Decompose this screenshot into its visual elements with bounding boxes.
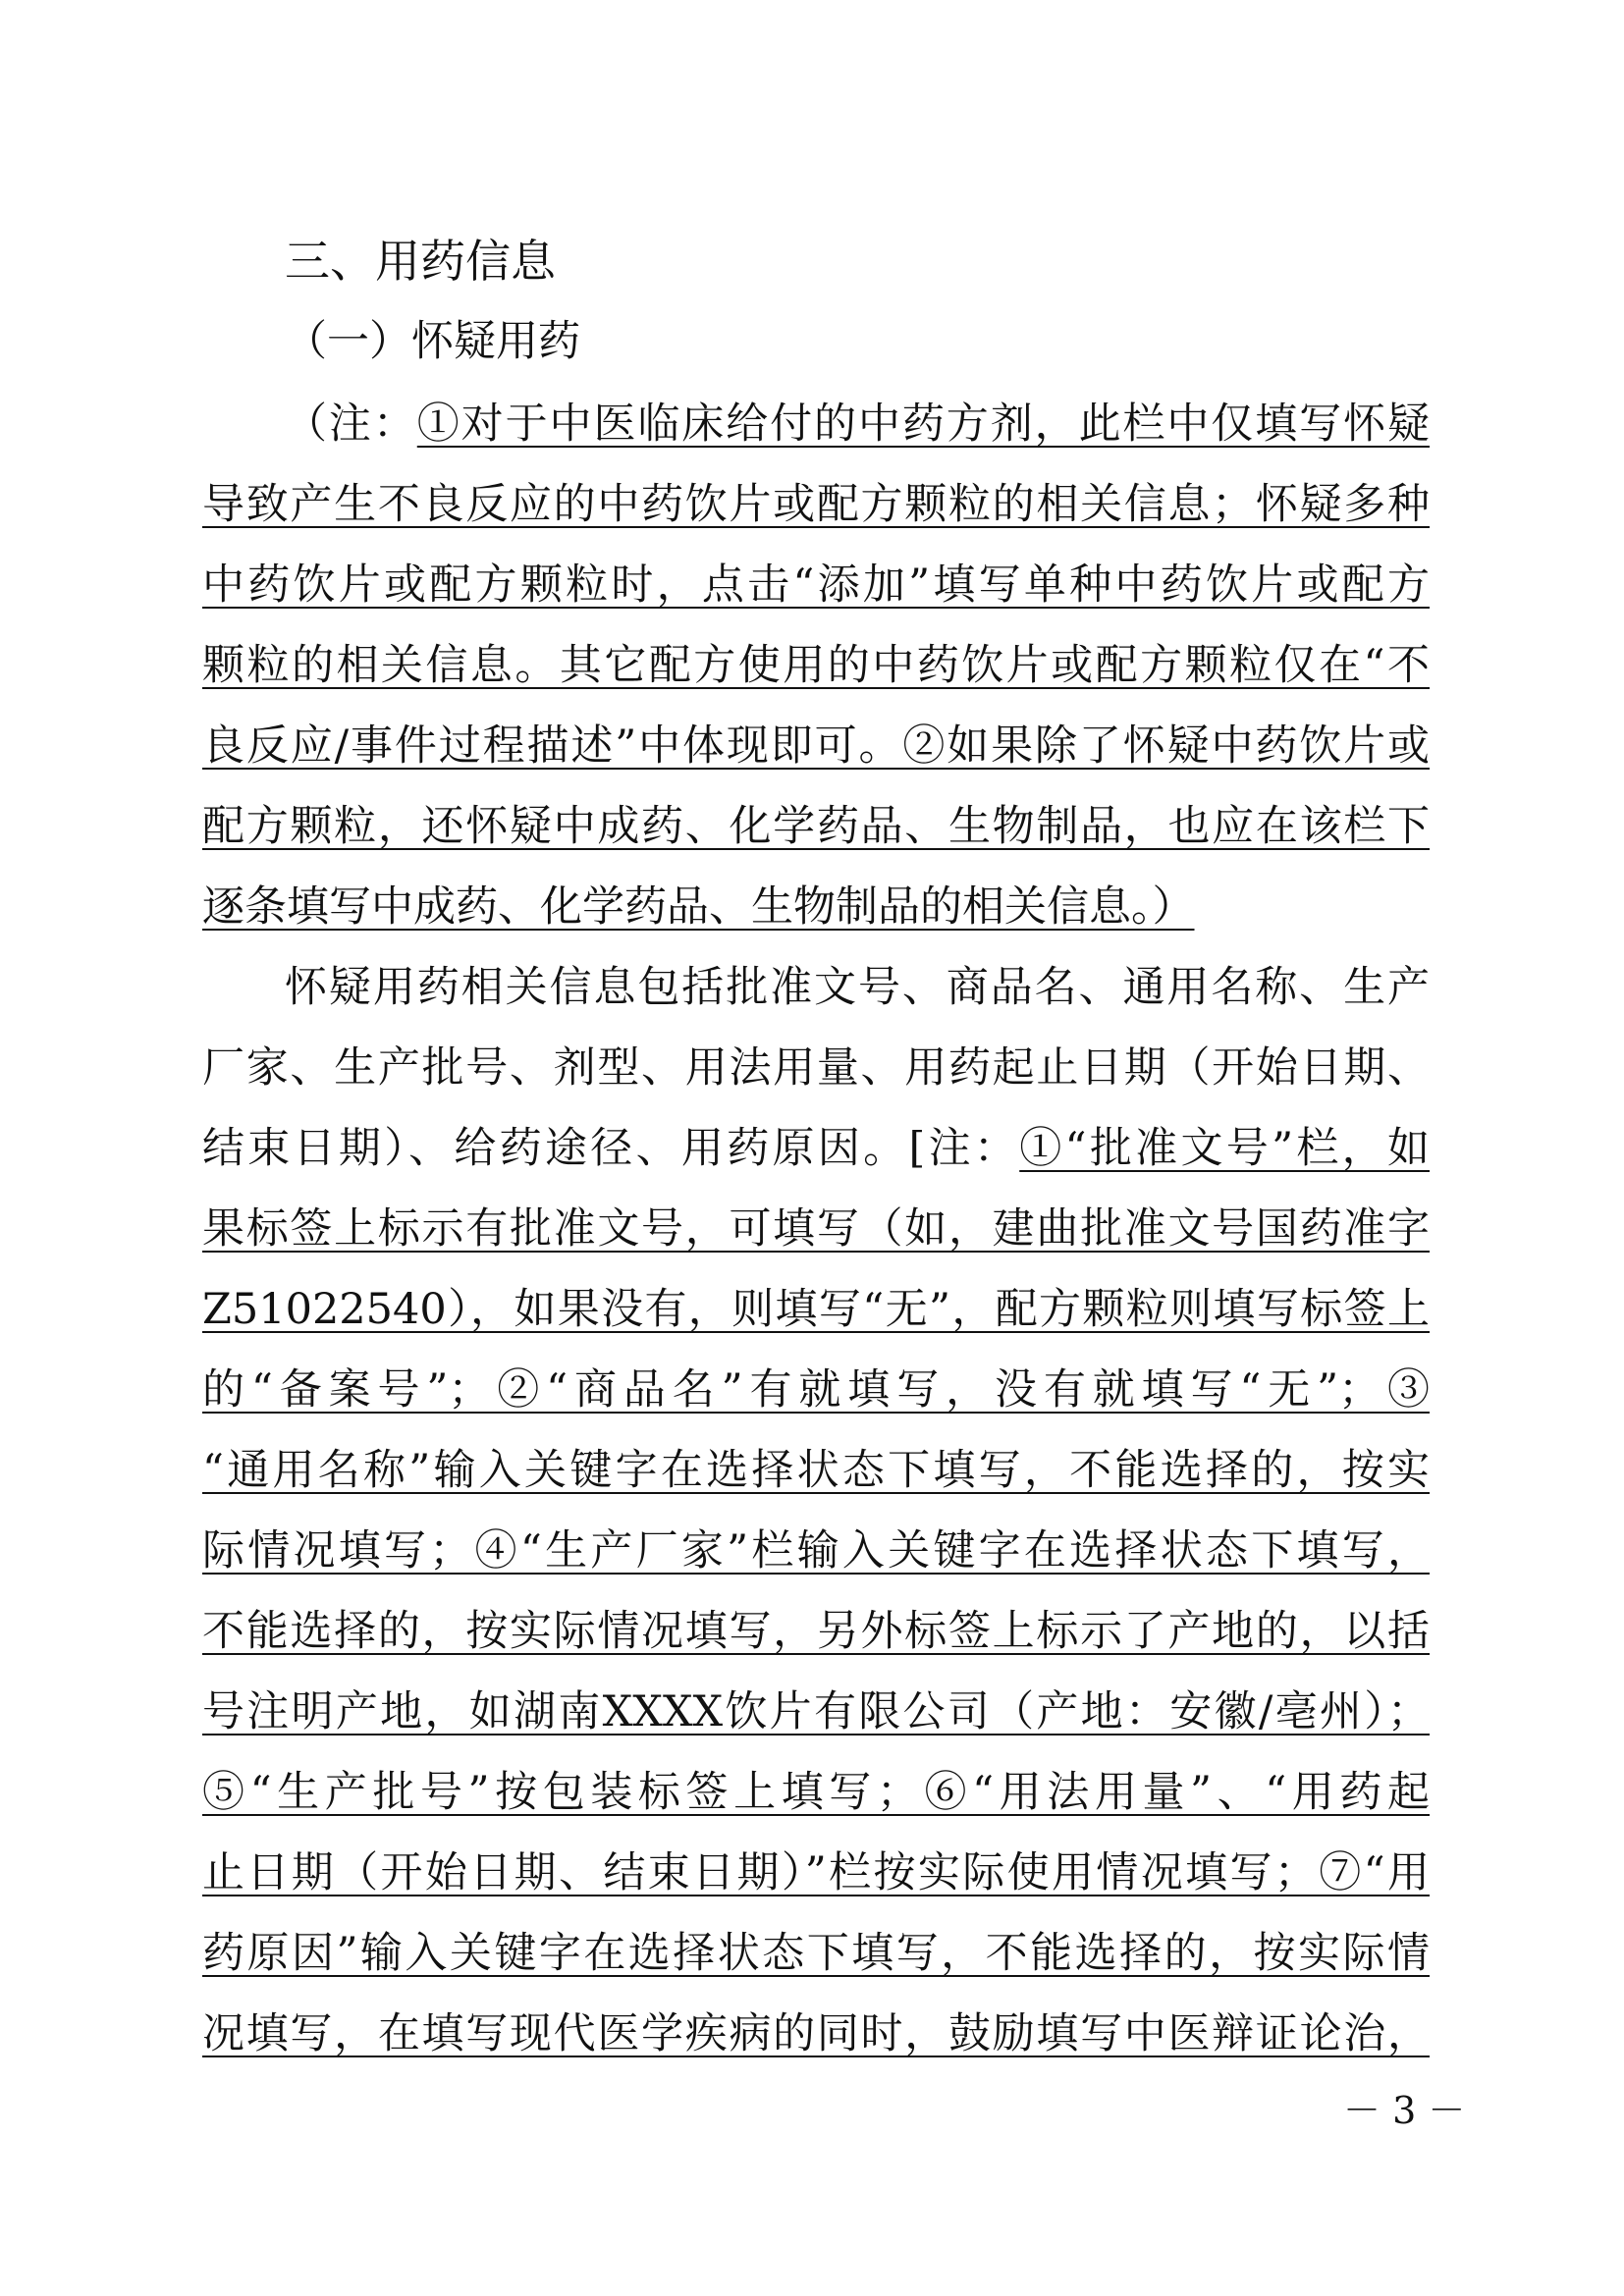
note-line [202, 880, 1430, 934]
body-line [202, 1765, 1430, 1820]
body-line [202, 1684, 1430, 1739]
body-underlined-text: “通用名称”输入关键字在选择状态下填写，不能选择的，按实 [202, 1446, 1430, 1495]
body-underlined-text: 止日期（开始日期、结束日期）”栏按实际使用情况填写；⑦“用 [202, 1848, 1430, 1897]
note-line [202, 558, 1430, 613]
body-line [202, 1523, 1430, 1578]
note-line [202, 477, 1430, 532]
body-text: 结束日期）、给药途径、用药原因。[注： [202, 1124, 1020, 1173]
note-prefix: （注： [285, 400, 417, 449]
body-line [202, 2006, 1430, 2061]
body-line [202, 1121, 1430, 1176]
body-line [202, 1443, 1430, 1498]
note-underlined-text: 导致产生不良反应的中药饮片或配方颗粒的相关信息；怀疑多种 [202, 480, 1430, 529]
body-underlined-text: 不能选择的，按实际情况填写，另外标签上标示了产地的，以括 [202, 1607, 1430, 1656]
note-underlined-text: 中药饮片或配方颗粒时，点击“添加”填写单种中药饮片或配方 [202, 561, 1430, 610]
body-line [202, 1604, 1430, 1659]
body-text: 怀疑用药相关信息包括批准文号、商品名、通用名称、生产 [285, 963, 1430, 1012]
body-underlined-text: ①“批准文号”栏，如 [1019, 1124, 1430, 1173]
note-underlined-text: 良反应/事件过程描述”中体现即可。②如果除了怀疑中药饮片或 [202, 721, 1430, 771]
body-underlined-text: 药原因”输入关键字在选择状态下填写，不能选择的，按实际情 [202, 1929, 1430, 1978]
body-line [202, 1282, 1430, 1337]
body-line [202, 1362, 1430, 1417]
body-underlined-text: 果标签上标示有批准文号，可填写（如，建曲批准文号国药准字 [202, 1204, 1430, 1254]
body-line [202, 1926, 1430, 1981]
body-line [285, 960, 1430, 1015]
note-underlined-text: ①对于中医临床给付的中药方剂，此栏中仅填写怀疑 [416, 400, 1431, 449]
body-underlined-text: Z51022540），如果没有，则填写“无”，配方颗粒则填写标签上 [202, 1285, 1430, 1334]
note-line [202, 638, 1430, 693]
page-number: － 3 － [1343, 2089, 1466, 2132]
note-underlined-text: 配方颗粒，还怀疑中成药、化学药品、生物制品，也应在该栏下 [202, 802, 1430, 851]
body-text: 厂家、生产批号、剂型、用法用量、用药起止日期（开始日期、 [202, 1043, 1430, 1093]
body-line [202, 1041, 1430, 1095]
body-line [202, 1201, 1430, 1256]
section-title: 三、用药信息 [285, 235, 556, 288]
subsection-title: （一）怀疑用药 [285, 317, 580, 366]
body-underlined-text: 际情况填写；④“生产厂家”栏输入关键字在选择状态下填写， [202, 1526, 1430, 1575]
body-line [202, 1845, 1430, 1900]
body-underlined-text: ⑤“生产批号”按包装标签上填写；⑥“用法用量”、“用药起 [202, 1768, 1430, 1817]
note-line [202, 799, 1430, 854]
body-underlined-text: 的“备案号”；②“商品名”有就填写，没有就填写“无”；③ [202, 1365, 1430, 1415]
body-underlined-text: 号注明产地，如湖南XXXX饮片有限公司（产地：安徽/亳州）； [202, 1687, 1430, 1736]
note-underlined-text: 逐条填写中成药、化学药品、生物制品的相关信息。） [202, 882, 1195, 932]
note-underlined-text: 颗粒的相关信息。其它配方使用的中药饮片或配方颗粒仅在“不 [202, 641, 1430, 690]
body-underlined-text: 况填写，在填写现代医学疾病的同时，鼓励填写中医辩证论治， [202, 2009, 1430, 2058]
note-line [202, 719, 1430, 774]
note-line [285, 397, 1430, 452]
